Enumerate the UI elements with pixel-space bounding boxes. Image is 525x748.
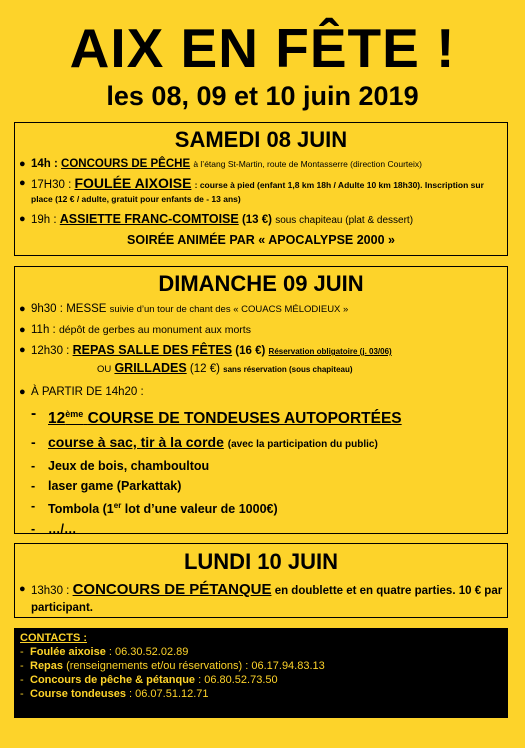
contact-item: - Course tondeuses : 06.07.51.12.71 [20,688,209,700]
list-item: ● 17H30 : FOULÉE AIXOISE : course à pied (enfant 1,8 km 18h / Adulte 10 km 18h30). Inscription sur place (12 € / adulte, gratuit pour enfants de - 13 ans) [19,175,484,204]
list-item: - …/… [31,522,77,537]
list-item: - Jeux de bois, chamboultou [31,459,210,474]
list-item: ● 12h30 : REPAS SALLE DES FÊTES (16 €) Réservation obligatoire (j. 03/06) [19,343,392,357]
list-item: ● 11h : dépôt de gerbes au monument aux morts [19,324,251,336]
bullet-icon: ● [19,344,26,356]
bullet-icon: ● [19,213,26,225]
contacts-panel [14,628,508,718]
page-title: AIX EN FÊTE ! [69,17,456,79]
bullet-icon: ● [19,386,26,398]
monday-section [14,543,508,618]
saturday-section [14,122,508,256]
contacts-heading: CONTACTS : [20,632,88,644]
list-item: - 12ème COURSE DE TONDEUSES AUTOPORTÉES [31,405,402,428]
list-item: ● À PARTIR DE 14h20 : [19,386,144,398]
list-item: - course à sac, tir à la corde (avec la participation du public) [31,434,378,451]
sunday-heading: DIMANCHE 09 JUIN [158,271,364,296]
list-item: - laser game (Parkattak) [31,479,182,494]
page-subtitle: les 08, 09 et 10 juin 2019 [106,81,419,111]
bullet-icon: ● [19,583,26,595]
sunday-section [14,266,508,537]
list-item: ● 14h : CONCOURS DE PÊCHE à l’étang St-Martin, route de Montasserre (direction Courteix) [19,158,422,170]
bullet-icon: ● [19,303,26,315]
bullet-icon: ● [19,177,26,189]
saturday-heading: SAMEDI 08 JUIN [174,127,348,152]
contact-item: - Foulée aixoise : 06.30.52.02.89 [20,646,189,658]
bullet-icon: ● [19,158,26,170]
grill-line: OU GRILLADES (12 €) sans réservation (sous chapiteau) [97,361,353,375]
list-item: ● 9h30 : MESSE suivie d’un tour de chant des « COUACS MÉLODIEUX » [19,303,349,315]
contact-item: - Repas (renseignements et/ou réservations) : 06.17.94.83.13 [20,660,325,672]
contact-item: - Concours de pêche & pétanque : 06.80.52.73.50 [20,674,278,686]
list-item: ● 19h : ASSIETTE FRANC-COMTOISE (13 €) sous chapiteau (plat & dessert) [19,212,414,226]
evening-entertainment: SOIRÉE ANIMÉE PAR « APOCALYPSE 2000 » [127,233,395,247]
monday-heading: LUNDI 10 JUIN [183,549,339,574]
bullet-icon: ● [19,324,26,336]
list-item: ● 13h30 : CONCOURS DE PÉTANQUE en doublette et en quatre parties. 10 € par participant. [19,581,503,614]
list-item: - Tombola (1er lot d’une valeur de 1000€) [31,499,278,517]
